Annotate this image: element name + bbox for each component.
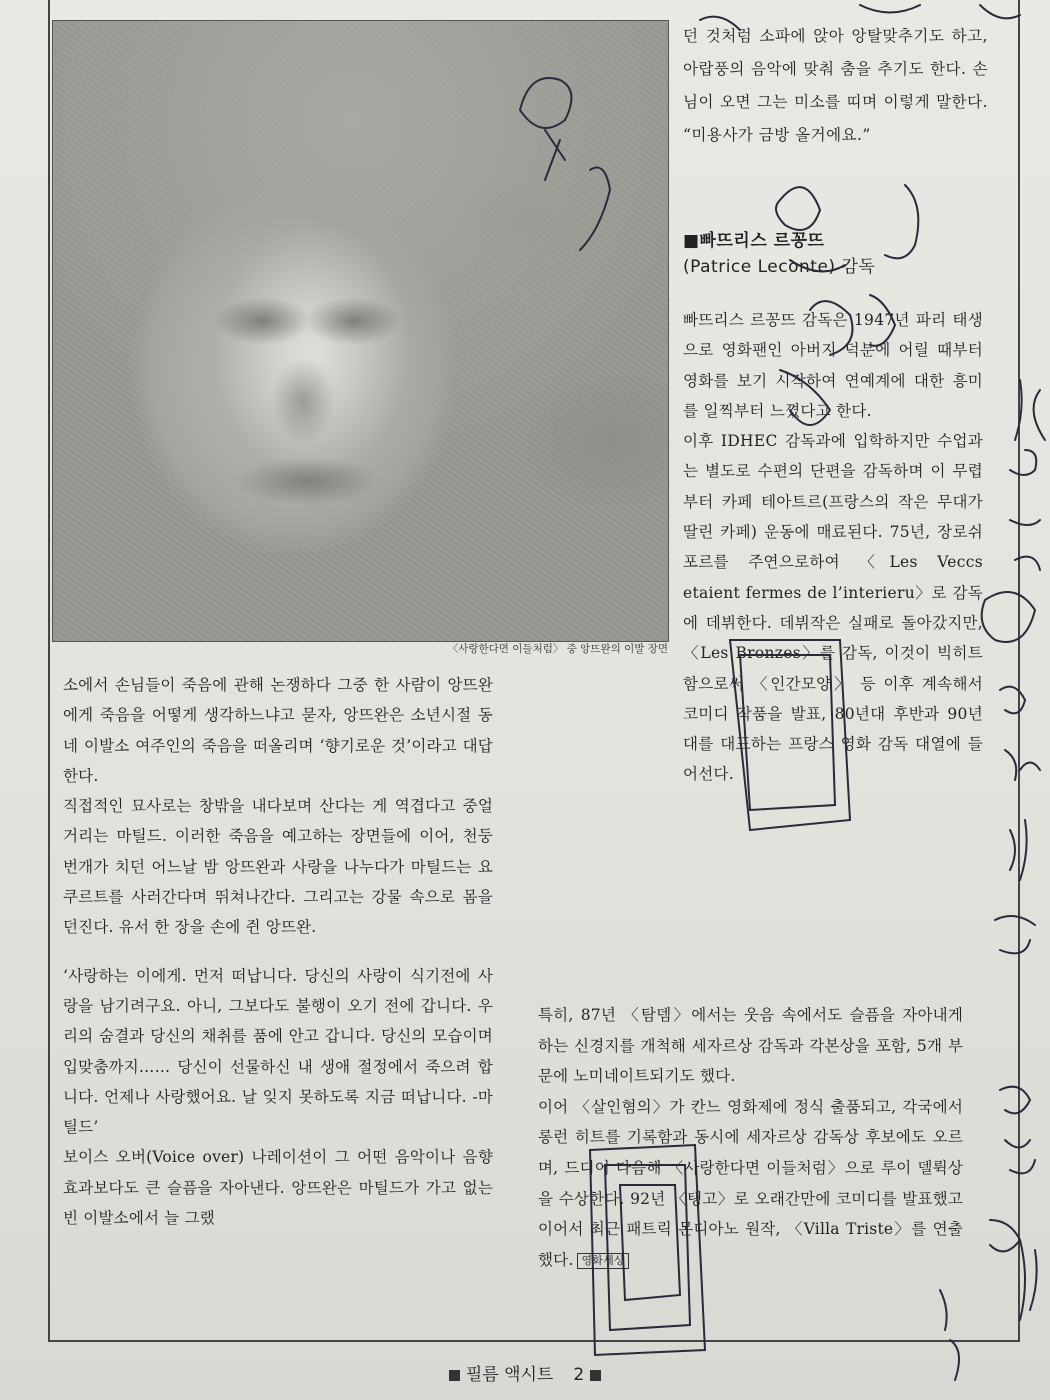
left-paragraph-3: ‘사랑하는 이에게. 먼저 떠납니다. 당신의 사랑이 식기전에 사랑을 남기려구요. 아니, 그보다도 불행이 오기 전에 갑니다. 우리의 숨결과 당신의 채취를 품에 안고 갑니다. 당신의 모습이며 입맞춤까지…… 당신이 선물하신 내 생애 절정에서 죽으려 합니다. 언제나 사랑했어요. 날 잊지 못하도록 지금 떠납니다. -마틸드’	[63, 966, 493, 1137]
photo-face-shading	[53, 21, 668, 641]
scribble-stroke	[1020, 1240, 1037, 1320]
film-still-photo	[52, 20, 669, 642]
left-paragraph-1: 소에서 손님들이 죽음에 관해 논쟁하다 그중 한 사람이 앙뜨완에게 죽음을 어떻게 생각하느냐고 묻자, 앙뜨완은 소년시절 동네 이발소 여주인의 죽음을 떠올리며 ‘향기로운 것’이라고 대답한다.	[63, 676, 493, 785]
page-number: 2	[573, 1365, 585, 1385]
bio-paragraph-4-text: 이어 〈살인혐의〉가 칸느 영화제에 정식 출품되고, 각국에서 롱런 히트를 기록함과 동시에 세자르상 감독상 후보에도 오르며, 드디어 다음해 〈사랑한다면 이들처럼〉으로 루이 델뤽상을 수상한다. 92년 〈탱고〉로 오래간만에 코미디를 발표했고 이어서 최근 패트릭 몬디아노 원작, 〈Villa Triste〉를 연출했다.	[538, 1097, 963, 1269]
director-name-ko: ■빠뜨리스 르꽁뜨	[683, 231, 825, 251]
director-name-en: (Patrice Leconte) 감독	[683, 257, 876, 277]
right-column-intro	[683, 20, 988, 152]
photo-caption: 〈사랑한다면 이들처럼〉 중 앙뜨완의 이발 장면	[447, 643, 668, 655]
footer-square-icon	[449, 1370, 460, 1381]
bio-paragraph-3: 특히, 87년 〈탐뎀〉에서는 웃음 속에서도 슬픔을 자아내게 하는 신경지를 개척해 세자르상 감독과 각본상을 포함, 5개 부문에 노미네이트되기도 했다.	[538, 1006, 963, 1086]
middle-column-text	[538, 1000, 963, 1275]
left-paragraph-2: 직접적인 묘사로는 창밖을 내다보며 산다는 게 역겹다고 중얼거리는 마틸드. 이러한 죽음을 예고하는 장면들에 이어, 천둥 번개가 치던 어느날 밤 앙뜨완과 사랑을 나누다가 마틸드는 요쿠르트를 사러간다며 뛰쳐나간다. 그리고는 강물 속으로 몸을 던진다. 유서 한 장을 손에 쥔 앙뜨완.	[63, 797, 493, 937]
intro-paragraph: 던 것처럼 소파에 앉아 앙탈맞추기도 하고, 아랍풍의 음악에 맞춰 춤을 추기도 한다. 손님이 오면 그는 미소를 띠며 이렇게 말한다. “미용사가 금방 올거에요.”	[683, 27, 988, 144]
director-heading	[683, 228, 993, 280]
left-column-text	[63, 670, 493, 1233]
page-footer	[0, 1360, 1050, 1385]
bio-paragraph-1: 빠뜨리스 르꽁뜨 감독은 1947년 파리 태생으로 영화팬인 아버지 덕분에 어릴 때부터 영화를 보기 시작하여 연예계에 대한 흥미를 일찍부터 느꼈다고 한다.	[683, 311, 983, 420]
bio-paragraph-4	[538, 1092, 963, 1276]
footer-square-icon	[590, 1370, 601, 1381]
director-bio-column	[683, 305, 983, 790]
publisher-stamp: 영화세상	[577, 1253, 628, 1269]
left-paragraph-4: 보이스 오버(Voice over) 나레이션이 그 어떤 음악이나 음향 효과보다도 큰 슬픔을 자아낸다. 앙뜨완은 마틸드가 가고 없는 빈 이발소에서 늘 그랬	[63, 1148, 493, 1228]
bio-paragraph-2: 이후 IDHEC 감독과에 입학하지만 수업과는 별도로 수편의 단편을 감독하며 이 무렵부터 카페 테아트르(프랑스의 작은 무대가 딸린 카페) 운동에 매료된다. 75년, 장로쉬포르를 주연으로하여 〈Les Veccs etaient fermes de l’interieru〉로 감독에 데뷔한다. 데뷔작은 실패로 돌아갔지만, 〈Les Bronzes〉를 감독, 이것이 빅히트함으로써 〈인간모양〉 등 이후 계속해서 코미디 작품을 발표, 80년대 후반과 90년대를 대표하는 프랑스 영화 감독 대열에 들어선다.	[683, 432, 983, 784]
footer-title: 필름 액시트	[465, 1365, 554, 1385]
